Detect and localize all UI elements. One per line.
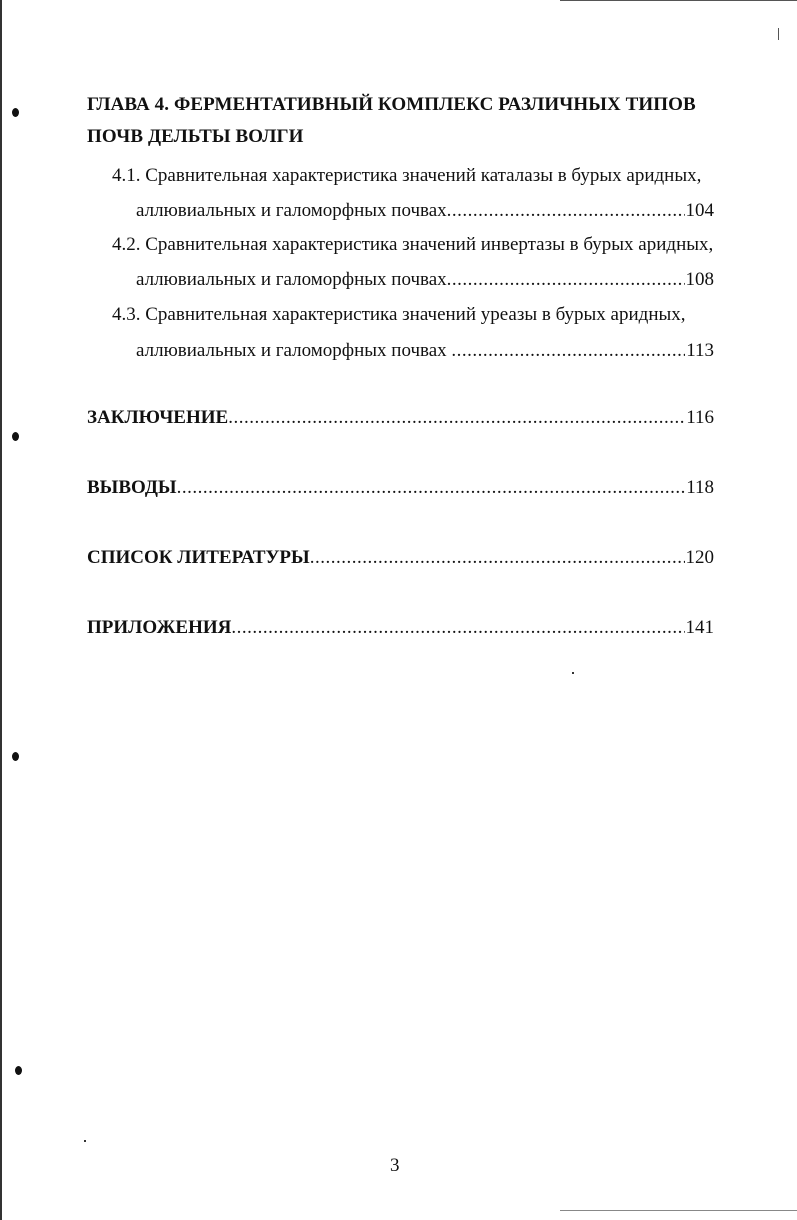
chapter-heading-line2: ПОЧВ ДЕЛЬТЫ ВОЛГИ <box>87 126 304 147</box>
dot-leader <box>310 547 685 569</box>
dot-leader <box>231 617 684 639</box>
section-title: 4.2. Сравнительная характеристика значений инвертазы в бурых аридных, <box>112 234 714 255</box>
section-title-cont: аллювиальных и галоморфных почвах <box>136 340 452 361</box>
page-ref: 108 <box>685 269 714 290</box>
toc-entry-appendices[interactable] <box>87 617 714 639</box>
entry-label: СПИСОК ЛИТЕРАТУРЫ <box>87 547 310 568</box>
dot-leader <box>447 269 685 291</box>
scan-bottom-edge <box>560 1210 797 1211</box>
binder-hole <box>15 1066 22 1075</box>
section-title: 4.3. Сравнительная характеристика значений уреазы в бурых аридных, <box>112 304 686 325</box>
section-title-cont: аллювиальных и галоморфных почвах <box>136 269 447 290</box>
entry-label: ЗАКЛЮЧЕНИЕ <box>87 407 229 428</box>
scan-top-edge <box>560 0 797 1</box>
binder-hole <box>12 432 19 441</box>
speck <box>572 672 574 674</box>
scan-left-edge <box>0 0 2 1220</box>
toc-entry-references[interactable] <box>87 547 714 569</box>
scan-mark <box>778 28 779 40</box>
toc-row[interactable] <box>136 200 714 222</box>
page-ref: 118 <box>686 477 714 498</box>
toc-entry-findings[interactable] <box>87 477 714 499</box>
page-ref: 120 <box>685 547 714 568</box>
page-ref: 116 <box>686 407 714 428</box>
toc-entry-conclusion[interactable] <box>87 407 714 429</box>
toc-row[interactable] <box>136 269 714 291</box>
dot-leader <box>447 200 685 222</box>
binder-hole <box>12 108 19 117</box>
page-number: 3 <box>390 1155 400 1176</box>
entry-label: ВЫВОДЫ <box>87 477 177 498</box>
binder-hole <box>12 752 19 761</box>
page-ref: 141 <box>685 617 714 638</box>
speck <box>84 1140 86 1142</box>
toc-row[interactable] <box>136 340 714 362</box>
section-title: 4.1. Сравнительная характеристика значений каталазы в бурых аридных, <box>112 165 702 186</box>
page-ref: 104 <box>685 200 714 221</box>
dot-leader <box>451 340 685 362</box>
dot-leader <box>177 477 686 499</box>
section-title-cont: аллювиальных и галоморфных почвах <box>136 200 447 221</box>
chapter-heading-line1: ГЛАВА 4. ФЕРМЕНТАТИВНЫЙ КОМПЛЕКС РАЗЛИЧНЫХ ТИПОВ <box>87 94 696 115</box>
entry-label: ПРИЛОЖЕНИЯ <box>87 617 232 638</box>
dot-leader <box>228 407 685 429</box>
page-ref: 113 <box>686 340 714 361</box>
